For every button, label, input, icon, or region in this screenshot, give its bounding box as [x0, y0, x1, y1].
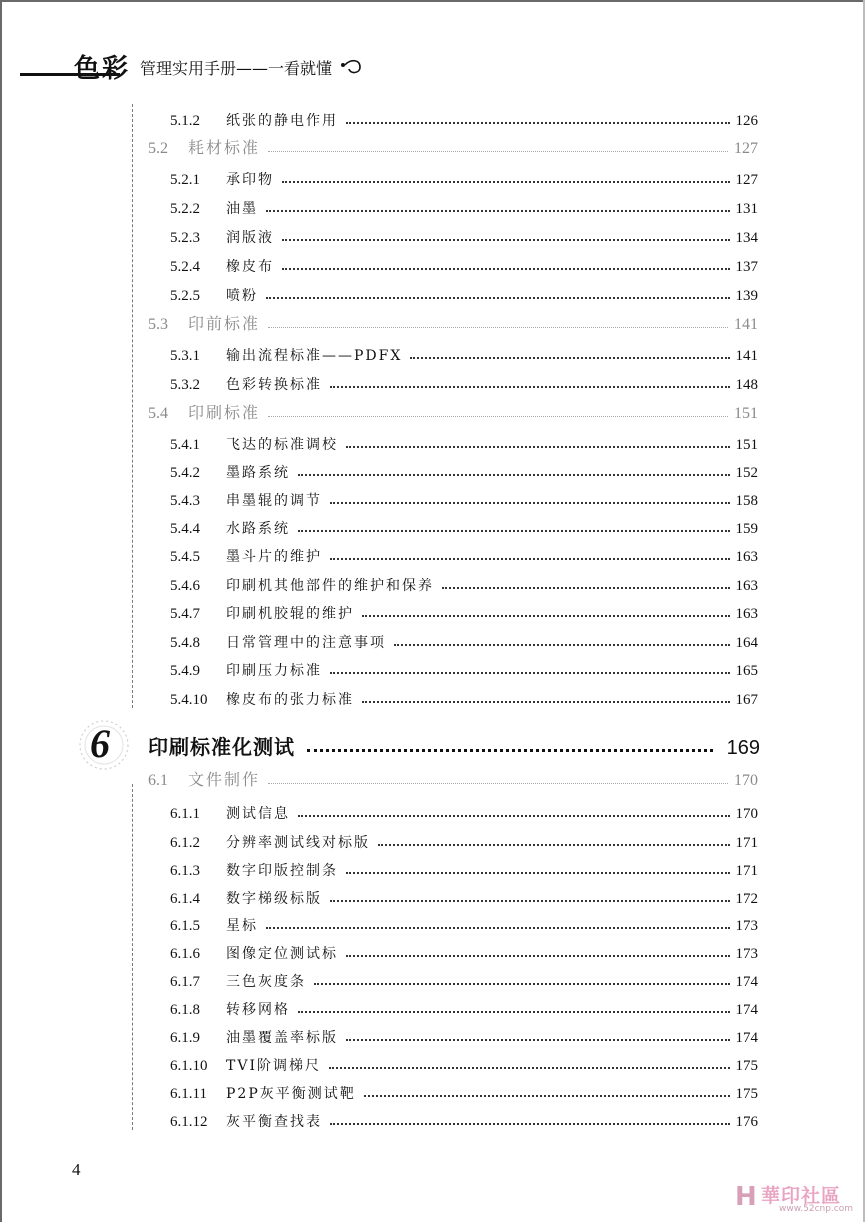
leader-dots	[330, 1123, 730, 1125]
leader-dots	[362, 701, 730, 703]
entry-number: 5.4.4	[170, 521, 200, 537]
entry-title: 三色灰度条	[226, 974, 306, 990]
toc-entry[interactable]	[148, 882, 758, 908]
entry-title: 转移网格	[226, 1002, 290, 1018]
leader-dots	[330, 558, 730, 560]
leader-dots	[282, 268, 730, 270]
entry-number: 6.1.1	[170, 806, 200, 822]
chapter-heading[interactable]	[148, 728, 760, 760]
entry-number: 6.1.7	[170, 974, 200, 990]
leader-dots	[268, 327, 728, 328]
entry-title: 油墨覆盖率标版	[226, 1030, 338, 1046]
leader-dots	[268, 151, 728, 152]
entry-page: 167	[735, 692, 758, 708]
toc-entry[interactable]	[148, 826, 758, 852]
leader-dots	[298, 815, 730, 817]
toc-entry[interactable]	[148, 993, 758, 1019]
entry-title: 数字印版控制条	[226, 863, 338, 879]
entry-page: 152	[735, 465, 758, 481]
entry-title: 星标	[226, 918, 258, 934]
leader-dots	[330, 672, 730, 674]
toc-entry[interactable]	[148, 1105, 758, 1131]
entry-number: 6.1	[148, 772, 168, 789]
entry-page: 127	[735, 172, 758, 188]
entry-title: 橡皮布的张力标准	[226, 692, 354, 708]
entry-number: 5.4.8	[170, 635, 200, 651]
leader-dots	[266, 927, 730, 929]
toc-entry[interactable]	[148, 339, 758, 365]
toc-entry[interactable]	[148, 683, 758, 709]
entry-page: 159	[735, 521, 758, 537]
entry-title: 耗材标准	[188, 138, 261, 157]
leader-dots	[346, 872, 730, 874]
entry-page: 141	[735, 348, 758, 364]
page-number: 4	[72, 1160, 81, 1179]
entry-number: 5.3	[148, 316, 168, 333]
entry-number: 5.4.10	[170, 692, 208, 708]
toc-entry[interactable]	[148, 163, 758, 189]
leader-dots	[330, 386, 730, 388]
entry-number: 5.4.5	[170, 549, 200, 565]
toc-entry[interactable]	[148, 368, 758, 394]
toc-entry[interactable]	[148, 937, 758, 963]
entry-number: 5.2.1	[170, 172, 200, 188]
leader-dots	[346, 122, 730, 124]
leader-dots	[346, 446, 730, 448]
leader-dots	[394, 644, 730, 646]
leader-dots	[314, 983, 730, 985]
site-watermark	[735, 1180, 855, 1216]
watermark-text: 華印社區	[761, 1185, 842, 1207]
entry-number: 5.4	[148, 405, 168, 422]
entry-page: 163	[735, 606, 758, 622]
leader-dots	[364, 1095, 730, 1097]
toc-entry[interactable]	[148, 484, 758, 510]
entry-title: 色彩转换标准	[226, 377, 322, 393]
watermark-logo-icon: H	[735, 1182, 757, 1212]
entry-page: 141	[734, 316, 758, 333]
entry-title: 墨斗片的维护	[226, 549, 322, 565]
entry-title: 印刷机胶辊的维护	[226, 606, 354, 622]
toc-entry[interactable]	[148, 965, 758, 991]
entry-page: 134	[735, 230, 758, 246]
entry-page: 148	[735, 377, 758, 393]
entry-page: 170	[735, 806, 758, 822]
leader-dots	[330, 900, 730, 902]
entry-number: 5.2.4	[170, 259, 200, 275]
entry-number: 5.4.3	[170, 493, 200, 509]
entry-page: 131	[735, 201, 758, 217]
leader-dots	[442, 587, 730, 589]
entry-number: 6.1.3	[170, 863, 200, 879]
entry-page: 175	[735, 1058, 758, 1074]
page-frame-left	[0, 0, 2, 1222]
entry-title: 串墨辊的调节	[226, 493, 322, 509]
chapter-title: 印刷标准化测试	[148, 735, 295, 759]
entry-page: 171	[735, 863, 758, 879]
toc-entry[interactable]	[148, 797, 758, 823]
entry-number: 6.1.11	[170, 1086, 207, 1102]
entry-number: 5.4.9	[170, 663, 200, 679]
toc-entry[interactable]	[148, 854, 758, 880]
toc-entry[interactable]	[148, 221, 758, 247]
leader-dots	[298, 474, 730, 476]
entry-title: 润版液	[226, 230, 274, 246]
toc-entry[interactable]	[148, 428, 758, 454]
toc-entry[interactable]	[148, 597, 758, 623]
chapter-number: 6	[90, 721, 110, 766]
leader-dots	[282, 181, 730, 183]
toc-entry[interactable]	[148, 456, 758, 482]
entry-number: 6.1.4	[170, 891, 200, 907]
entry-number: 5.1.2	[170, 113, 200, 129]
entry-number: 6.1.12	[170, 1114, 208, 1130]
header-curl-ornament	[340, 55, 364, 77]
toc-entry[interactable]	[148, 654, 758, 680]
leader-dots	[329, 1067, 730, 1069]
header-brand: 色彩	[74, 54, 131, 84]
chapter-page: 169	[726, 737, 760, 759]
entry-title: 测试信息	[226, 806, 290, 822]
entry-title: 墨路系统	[226, 465, 290, 481]
entry-title: 日常管理中的注意事项	[226, 635, 386, 651]
leader-dots	[410, 357, 729, 359]
toc-entry[interactable]	[148, 397, 758, 423]
entry-page: 126	[735, 113, 758, 129]
leader-dots	[330, 502, 730, 504]
entry-number: 5.4.6	[170, 578, 200, 594]
entry-number: 6.1.8	[170, 1002, 200, 1018]
leader-dots	[378, 844, 730, 846]
entry-number: 5.4.1	[170, 437, 200, 453]
entry-page: 165	[735, 663, 758, 679]
entry-title: 飞达的标准调校	[226, 437, 338, 453]
leader-dots	[268, 416, 728, 417]
page-frame-top	[0, 0, 865, 2]
margin-guide-lower	[132, 784, 133, 1130]
entry-title: 分辨率测试线对标版	[226, 835, 370, 851]
entry-page: 172	[735, 891, 758, 907]
entry-page: 174	[735, 1002, 758, 1018]
toc-entry[interactable]	[148, 1077, 758, 1103]
entry-number: 6.1.10	[170, 1058, 208, 1074]
entry-title: 数字梯级标版	[226, 891, 322, 907]
entry-page: 174	[735, 1030, 758, 1046]
entry-number: 5.4.7	[170, 606, 200, 622]
entry-number: 6.1.6	[170, 946, 200, 962]
entry-title: 印刷压力标准	[226, 663, 322, 679]
toc-entry[interactable]	[148, 250, 758, 276]
entry-page: 151	[734, 405, 758, 422]
entry-number: 6.1.5	[170, 918, 200, 934]
entry-page: 174	[735, 974, 758, 990]
leader-dots	[298, 530, 730, 532]
entry-page: 164	[735, 635, 758, 651]
entry-number: 5.2	[148, 140, 168, 157]
entry-page: 173	[735, 918, 758, 934]
toc-entry[interactable]	[148, 279, 758, 305]
entry-title: 印刷机其他部件的维护和保养	[226, 578, 434, 594]
entry-title: 纸张的静电作用	[226, 113, 338, 129]
entry-page: 139	[735, 288, 758, 304]
entry-number: 5.2.3	[170, 230, 200, 246]
entry-page: 175	[735, 1086, 758, 1102]
entry-page: 127	[734, 140, 758, 157]
toc-entry[interactable]	[148, 132, 758, 158]
entry-page: 163	[735, 549, 758, 565]
entry-title: 油墨	[226, 201, 258, 217]
entry-page: 158	[735, 493, 758, 509]
leader-dots	[346, 1039, 730, 1041]
entry-page: 170	[734, 772, 758, 789]
leader-dots	[362, 615, 730, 617]
entry-title: 印前标准	[188, 314, 261, 333]
entry-page: 176	[735, 1114, 758, 1130]
toc-entry[interactable]	[148, 1049, 758, 1075]
leader-dots	[346, 955, 730, 957]
margin-guide-upper	[132, 104, 133, 708]
toc-entry[interactable]	[148, 626, 758, 652]
entry-number: 5.3.2	[170, 377, 200, 393]
entry-number: 5.4.2	[170, 465, 200, 481]
entry-number: 5.2.5	[170, 288, 200, 304]
entry-page: 173	[735, 946, 758, 962]
entry-number: 5.2.2	[170, 201, 200, 217]
leader-dots	[307, 749, 713, 752]
leader-dots	[282, 239, 730, 241]
toc-entry[interactable]	[148, 764, 758, 790]
entry-page: 171	[735, 835, 758, 851]
entry-title: 橡皮布	[226, 259, 274, 275]
entry-title: TVI阶调梯尺	[226, 1058, 321, 1074]
toc-entry[interactable]	[148, 104, 758, 130]
leader-dots	[268, 783, 728, 784]
entry-number: 5.3.1	[170, 348, 200, 364]
entry-title: 灰平衡查找表	[226, 1114, 322, 1130]
entry-title: 喷粉	[226, 288, 258, 304]
entry-title: 文件制作	[188, 770, 261, 789]
entry-page: 151	[735, 437, 758, 453]
entry-page: 137	[735, 259, 758, 275]
entry-title: 印刷标准	[188, 403, 261, 422]
toc-entry[interactable]	[148, 512, 758, 538]
toc-entry[interactable]	[148, 1021, 758, 1047]
entry-number: 6.1.2	[170, 835, 200, 851]
entry-page: 163	[735, 578, 758, 594]
toc-entry[interactable]	[148, 540, 758, 566]
entry-title: 输出流程标准——PDFX	[226, 348, 403, 364]
leader-dots	[298, 1011, 730, 1013]
toc-entry[interactable]	[148, 909, 758, 935]
leader-dots	[266, 210, 730, 212]
watermark-url: www.52cnp.com	[779, 1204, 854, 1214]
entry-title: 图像定位测试标	[226, 946, 338, 962]
leader-dots	[266, 297, 730, 299]
header-subtitle: 管理实用手册——一看就懂	[140, 59, 333, 78]
toc-entry[interactable]	[148, 308, 758, 334]
entry-title: 水路系统	[226, 521, 290, 537]
toc-entry[interactable]	[148, 192, 758, 218]
entry-title: P2P灰平衡测试靶	[226, 1086, 356, 1102]
entry-title: 承印物	[226, 172, 274, 188]
toc-entry[interactable]	[148, 569, 758, 595]
entry-number: 6.1.9	[170, 1030, 200, 1046]
